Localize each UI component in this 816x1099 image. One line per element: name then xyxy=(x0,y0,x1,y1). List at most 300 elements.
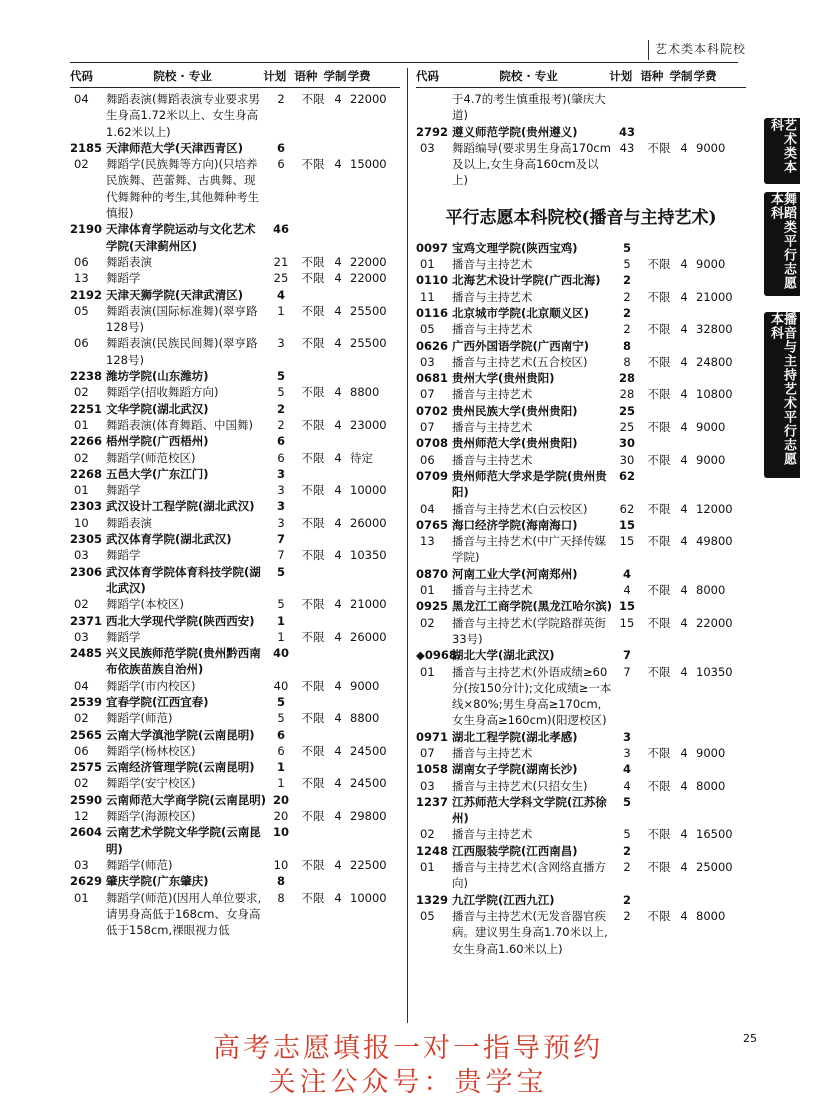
cell-code: 2185 xyxy=(70,140,103,155)
cell-language: 不限 xyxy=(301,857,325,872)
school-row xyxy=(416,517,746,533)
school-row xyxy=(416,305,746,321)
cell-name: 西北大学现代学院(陕西西安) xyxy=(106,613,255,628)
cell-name: 河南工业大学(河南郑州) xyxy=(452,566,578,581)
cell-name: 遵义师范学院(贵州遵义) xyxy=(452,124,578,139)
cell-years: 4 xyxy=(334,271,342,286)
header-fee: 学费 xyxy=(693,69,717,83)
cell-name: 舞蹈学(安宁校区) xyxy=(106,776,196,791)
cell-fee: 23000 xyxy=(350,417,387,432)
cell-code: 0925 xyxy=(416,599,449,614)
major-row xyxy=(416,452,746,468)
cell-language: 不限 xyxy=(301,417,325,432)
cell-language: 不限 xyxy=(301,515,325,530)
school-row xyxy=(70,498,400,514)
header-name: 院校 · 专业 xyxy=(499,69,558,83)
cell-years: 4 xyxy=(680,860,688,875)
cell-code: 1329 xyxy=(416,892,449,907)
school-row xyxy=(416,338,746,354)
cell-plan: 4 xyxy=(622,762,631,777)
cell-name: 播音与主持艺术 xyxy=(452,322,533,337)
cell-years: 4 xyxy=(680,534,688,549)
cell-code: 03 xyxy=(74,857,89,872)
school-row xyxy=(70,287,400,303)
cell-language: 不限 xyxy=(301,711,325,726)
cell-language: 不限 xyxy=(301,743,325,758)
cell-code: 2371 xyxy=(70,613,103,628)
school-row xyxy=(70,221,400,254)
cell-name: 播音与主持艺术(白云校区) xyxy=(452,501,588,516)
school-row xyxy=(70,759,400,775)
cell-years: 4 xyxy=(680,501,688,516)
cell-code: 0681 xyxy=(416,371,449,386)
cell-years: 4 xyxy=(334,417,342,432)
cell-plan: 7 xyxy=(276,532,285,547)
cell-plan: 3 xyxy=(276,499,285,514)
cell-name: 舞蹈学 xyxy=(106,271,141,286)
cell-name: 播音与主持艺术 xyxy=(452,387,533,402)
cell-years: 4 xyxy=(334,92,342,106)
cell-language: 不限 xyxy=(301,809,325,824)
cell-code: 2238 xyxy=(70,369,103,384)
cell-code: 2192 xyxy=(70,287,103,302)
cell-fee: 10000 xyxy=(350,890,387,905)
major-row xyxy=(70,808,400,824)
cell-fee: 8000 xyxy=(696,583,726,598)
cell-fee: 8800 xyxy=(350,711,380,726)
cell-fee: 10350 xyxy=(696,664,733,679)
cell-name: 宜春学院(江西宜春) xyxy=(106,694,209,709)
cell-language: 不限 xyxy=(301,597,325,612)
cell-language: 不限 xyxy=(647,664,671,679)
cell-code: 03 xyxy=(420,354,435,369)
table-header-right xyxy=(416,68,746,88)
cell-code: 03 xyxy=(420,140,435,155)
cell-code: ◆0968 xyxy=(416,648,457,663)
cell-language: 不限 xyxy=(647,615,671,630)
left-column xyxy=(70,68,400,938)
right-table-continued xyxy=(416,91,746,189)
major-row xyxy=(416,419,746,435)
cell-name: 舞蹈学(师范)(因用人单位要求,请男身高低于168cm、女身高低于158cm,裸眼视力低 xyxy=(106,890,262,938)
cell-plan: 2 xyxy=(622,843,631,858)
cell-plan: 1 xyxy=(276,760,285,775)
cell-code: 02 xyxy=(74,776,89,791)
major-row xyxy=(416,386,746,402)
cell-name: 舞蹈学(市内校区) xyxy=(106,678,196,693)
major-row xyxy=(70,629,400,645)
cell-plan: 5 xyxy=(276,369,285,384)
cell-language: 不限 xyxy=(647,289,671,304)
major-row xyxy=(70,710,400,726)
cell-fee: 22000 xyxy=(350,254,387,269)
cell-language: 不限 xyxy=(301,890,325,905)
cell-code: 06 xyxy=(420,452,435,467)
cell-code: 01 xyxy=(74,890,89,905)
running-title: 艺术类本科院校 xyxy=(648,40,746,60)
major-row xyxy=(70,515,400,531)
cell-name: 舞蹈学(杨林校区) xyxy=(106,743,196,758)
cell-years: 4 xyxy=(334,254,342,269)
major-row xyxy=(70,482,400,498)
cell-plan: 2 xyxy=(623,908,631,923)
cell-name: 武汉体育学院(湖北武汉) xyxy=(106,532,232,547)
cell-code: 03 xyxy=(74,629,89,644)
cell-name: 潍坊学院(山东潍坊) xyxy=(106,369,209,384)
cell-fee: 25000 xyxy=(696,860,733,875)
side-tab-art[interactable]: 艺术类本科 xyxy=(764,118,800,184)
cell-code: 02 xyxy=(74,711,89,726)
cell-plan: 5 xyxy=(277,597,285,612)
cell-plan: 4 xyxy=(623,778,631,793)
cell-years: 4 xyxy=(680,778,688,793)
cell-plan: 20 xyxy=(273,809,289,824)
cell-code: 03 xyxy=(420,778,435,793)
right-column xyxy=(416,68,746,957)
major-row xyxy=(416,615,746,648)
cell-name: 五邑大学(广东江门) xyxy=(106,466,209,481)
cell-fee: 9000 xyxy=(696,452,726,467)
cell-years: 4 xyxy=(680,354,688,369)
school-row xyxy=(416,729,746,745)
cell-plan: 3 xyxy=(276,466,285,481)
cell-name: 播音与主持艺术 xyxy=(452,289,533,304)
cell-plan: 1 xyxy=(276,613,285,628)
cell-plan: 7 xyxy=(623,664,631,679)
cell-years: 4 xyxy=(680,908,688,923)
cell-years: 4 xyxy=(334,857,342,872)
cell-name: 播音与主持艺术(中广天择传媒学院) xyxy=(452,534,606,565)
cell-years: 4 xyxy=(334,890,342,905)
cell-language: 不限 xyxy=(647,501,671,516)
cell-fee: 8000 xyxy=(696,908,726,923)
cell-plan: 3 xyxy=(622,729,631,744)
header-code: 代码 xyxy=(70,69,93,83)
cell-language: 不限 xyxy=(301,254,325,269)
major-row xyxy=(70,254,400,270)
cell-name: 舞蹈表演 xyxy=(106,515,152,530)
cell-plan: 30 xyxy=(619,452,635,467)
major-row xyxy=(416,745,746,761)
cell-name: 舞蹈表演(舞蹈表演专业要求男生身高1.72米以上、女生身高1.62米以上) xyxy=(106,92,260,139)
cell-plan: 25 xyxy=(619,420,635,435)
cell-name: 舞蹈编导(要求男生身高170cm及以上,女生身高160cm及以上) xyxy=(452,140,611,188)
cell-years: 4 xyxy=(334,450,342,465)
cell-years: 4 xyxy=(334,743,342,758)
header-plan: 计划 xyxy=(263,69,287,83)
cell-language: 不限 xyxy=(301,92,325,106)
cell-plan: 15 xyxy=(619,615,635,630)
cell-code: 2303 xyxy=(70,499,103,514)
cell-code: 0110 xyxy=(416,273,449,288)
major-row xyxy=(70,596,400,612)
school-row xyxy=(70,433,400,449)
cell-fee: 22500 xyxy=(350,857,387,872)
school-row xyxy=(70,140,400,156)
cell-code: 2251 xyxy=(70,401,103,416)
school-row xyxy=(70,613,400,629)
cell-years: 4 xyxy=(680,745,688,760)
cell-language: 不限 xyxy=(301,303,325,318)
cell-plan: 1 xyxy=(277,629,285,644)
cell-plan: 6 xyxy=(276,140,285,155)
cell-code: 2575 xyxy=(70,760,103,775)
major-row xyxy=(70,270,400,286)
cell-language: 不限 xyxy=(301,629,325,644)
school-row xyxy=(416,272,746,288)
cell-plan: 3 xyxy=(623,745,631,760)
cell-plan: 8 xyxy=(276,874,285,889)
cell-years: 4 xyxy=(680,827,688,842)
cell-years: 4 xyxy=(680,583,688,598)
page-number: 25 xyxy=(743,1032,757,1045)
cell-name: 播音与主持艺术(外语成绩≥60分(按150分计);文化成绩≥一本线×80%;男生身高≥170cm,女生身高≥160cm)(阳逻校区) xyxy=(452,664,612,728)
cell-name: 舞蹈学 xyxy=(106,483,141,498)
cell-name: 播音与主持艺术(含网络直播方向) xyxy=(452,860,606,891)
cell-name: 播音与主持艺术 xyxy=(452,420,533,435)
cell-name: 播音与主持艺术 xyxy=(452,257,533,272)
cell-plan: 4 xyxy=(623,583,631,598)
major-row xyxy=(70,450,400,466)
cell-fee: 24500 xyxy=(350,743,387,758)
cell-years: 4 xyxy=(334,515,342,530)
cell-years: 4 xyxy=(334,678,342,693)
cell-language: 不限 xyxy=(301,157,325,172)
cell-code: 06 xyxy=(74,336,89,351)
cell-code: 11 xyxy=(420,289,435,304)
footer-promo-line2: 关注公众号：贵学宝 xyxy=(268,1067,548,1098)
cell-name: 舞蹈学(招收舞蹈方向) xyxy=(106,385,219,400)
cell-fee: 22000 xyxy=(696,615,733,630)
cell-language xyxy=(642,91,676,124)
cell-plan: 3 xyxy=(277,336,285,351)
cell-plan: 40 xyxy=(272,646,289,661)
cell-years: 4 xyxy=(334,548,342,563)
school-row xyxy=(416,761,746,777)
cell-plan: 6 xyxy=(277,450,285,465)
cell-language: 不限 xyxy=(301,483,325,498)
cell-name: 播音与主持艺术(五合校区) xyxy=(452,354,588,369)
cell-fee: 29800 xyxy=(350,809,387,824)
major-row xyxy=(416,256,746,272)
major-row xyxy=(416,826,746,842)
cell-language: 不限 xyxy=(301,385,325,400)
cell-language: 不限 xyxy=(301,336,325,351)
cell-name: 舞蹈学 xyxy=(106,629,141,644)
cell-fee: 24800 xyxy=(696,354,733,369)
cell-name: 播音与主持艺术 xyxy=(452,583,533,598)
major-row xyxy=(416,354,746,370)
cell-plan: 5 xyxy=(622,240,631,255)
cell-name: 贵州民族大学(贵州贵阳) xyxy=(452,403,578,418)
cell-name: 贵州大学(贵州贵阳) xyxy=(452,371,555,386)
cell-years: 4 xyxy=(680,615,688,630)
cell-language: 不限 xyxy=(647,387,671,402)
cell-code: 0097 xyxy=(416,240,449,255)
cell-fee: 10000 xyxy=(350,483,387,498)
cell-code: 0870 xyxy=(416,566,449,581)
school-row xyxy=(416,647,746,663)
cell-code: 01 xyxy=(420,664,435,679)
cell-years: 4 xyxy=(680,420,688,435)
cell-code: 04 xyxy=(74,678,89,693)
cell-plan: 28 xyxy=(618,371,635,386)
cell-fee: 22000 xyxy=(350,92,387,106)
cell-fee: 15000 xyxy=(350,157,387,172)
cell-plan: 25 xyxy=(273,271,289,286)
cell-plan: 3 xyxy=(277,515,285,530)
cell-code xyxy=(416,91,452,124)
cell-name: 播音与主持艺术(无发音器官疾病。建议男生身高1.70米以上,女生身高1.60米以上) xyxy=(452,908,608,956)
cell-name: 黑龙江工商学院(黑龙江哈尔滨) xyxy=(452,599,613,614)
school-row xyxy=(416,370,746,386)
major-row xyxy=(416,582,746,598)
cell-plan: 10 xyxy=(273,857,289,872)
cell-name: 云南艺术学院文华学院(云南昆明) xyxy=(106,825,261,856)
header-years: 学制 xyxy=(323,69,347,83)
school-row xyxy=(416,124,746,140)
cell-plan: 20 xyxy=(272,792,289,807)
major-row xyxy=(70,417,400,433)
cell-name: 舞蹈学(师范) xyxy=(106,857,173,872)
major-row xyxy=(416,908,746,957)
school-row xyxy=(70,824,400,857)
cell-fee: 12000 xyxy=(696,501,733,516)
cell-code: 2792 xyxy=(416,124,449,139)
cell-years: 4 xyxy=(334,303,342,318)
footer-promo-line1: 高考志愿填报一对一指导预约 xyxy=(213,1033,603,1064)
cell-name: 兴义民族师范学院(贵州黔西南布依族苗族自治州) xyxy=(106,646,261,677)
cell-years: 4 xyxy=(680,289,688,304)
cell-code: 05 xyxy=(420,908,435,923)
cell-plan: 2 xyxy=(277,92,285,106)
cell-name: 舞蹈学(海源校区) xyxy=(106,809,196,824)
cell-code: 0708 xyxy=(416,436,449,451)
cell-name: 湖北大学(湖北武汉) xyxy=(452,648,555,663)
cell-language: 不限 xyxy=(301,271,325,286)
cell-years: 4 xyxy=(334,776,342,791)
cell-name: 宝鸡文理学院(陕西宝鸡) xyxy=(452,240,578,255)
cell-name: 贵州师范大学求是学院(贵州贵阳) xyxy=(452,468,607,500)
cell-name: 梧州学院(广西梧州) xyxy=(106,434,209,449)
cell-fee: 49800 xyxy=(696,534,733,549)
major-row xyxy=(70,743,400,759)
cell-code: 2268 xyxy=(70,466,103,481)
cell-name: 舞蹈表演 xyxy=(106,254,152,269)
major-row xyxy=(70,335,400,368)
cell-plan: 5 xyxy=(276,564,285,579)
cell-code: 1248 xyxy=(416,843,449,858)
cell-name: 肇庆学院(广东肇庆) xyxy=(106,874,209,889)
cell-language: 不限 xyxy=(647,745,671,760)
cell-years: 4 xyxy=(334,597,342,612)
major-row xyxy=(70,303,400,336)
major-row xyxy=(70,91,400,140)
cell-language: 不限 xyxy=(647,778,671,793)
cell-code: 05 xyxy=(74,303,89,318)
cell-code: 06 xyxy=(74,743,89,758)
cell-code: 05 xyxy=(420,322,435,337)
header-plan: 计划 xyxy=(609,69,633,83)
cell-code: 01 xyxy=(420,257,435,272)
cell-fee: 21000 xyxy=(350,597,387,612)
cell-code: 1058 xyxy=(416,762,449,777)
cell-code: 2266 xyxy=(70,434,103,449)
cell-plan: 15 xyxy=(618,517,635,532)
cell-fee: 10350 xyxy=(350,548,387,563)
cell-code: 2485 xyxy=(70,646,103,661)
school-row xyxy=(70,694,400,710)
cell-language: 不限 xyxy=(647,908,671,923)
cell-fee: 16500 xyxy=(696,827,733,842)
cell-name: 武汉设计工程学院(湖北武汉) xyxy=(106,499,255,514)
cell-plan: 5 xyxy=(277,711,285,726)
cell-language: 不限 xyxy=(301,776,325,791)
cell-name: 舞蹈学(民族舞等方向)(只培养民族舞、芭蕾舞、古典舞、现代舞舞种的考生,其他舞种考生慎报) xyxy=(106,157,260,221)
cell-code: 2604 xyxy=(70,825,103,840)
cell-fee: 8000 xyxy=(696,778,726,793)
major-row xyxy=(416,501,746,517)
cell-name: 天津师范大学(天津西青区) xyxy=(106,140,244,155)
cell-name: 播音与主持艺术 xyxy=(452,745,533,760)
cell-name: 江西服装学院(江西南昌) xyxy=(452,843,578,858)
school-row xyxy=(70,531,400,547)
major-row xyxy=(416,533,746,566)
cell-name: 云南经济管理学院(云南昆明) xyxy=(106,760,255,775)
cell-name: 云南师范大学商学院(云南昆明) xyxy=(106,792,267,807)
header-language: 语种 xyxy=(640,69,664,83)
major-row xyxy=(416,664,746,729)
cell-code: 2590 xyxy=(70,792,103,807)
school-row xyxy=(70,368,400,384)
cell-name: 江苏师范大学科文学院(江苏徐州) xyxy=(452,794,607,826)
cell-code: 02 xyxy=(420,615,435,630)
cell-name: 于4.7的考生慎重报考)(肇庆大道) xyxy=(452,92,606,123)
cell-code: 10 xyxy=(74,515,89,530)
side-tab-broadcast[interactable]: 播音与主持艺术平行志愿本科 xyxy=(764,312,800,478)
header-name: 院校 · 专业 xyxy=(153,69,212,83)
school-row xyxy=(70,466,400,482)
cell-years: 4 xyxy=(334,157,342,172)
cell-code: 2306 xyxy=(70,564,103,579)
cell-language: 不限 xyxy=(301,548,325,563)
cell-name: 武汉体育学院体育科技学院(湖北武汉) xyxy=(106,564,261,595)
cell-plan: 7 xyxy=(277,548,285,563)
cell-name: 播音与主持艺术(学院路群英街33号) xyxy=(452,615,606,646)
cell-name: 湖南女子学院(湖南长沙) xyxy=(452,762,578,777)
cell-plan: 4 xyxy=(622,566,631,581)
cell-plan: 5 xyxy=(623,257,631,272)
header-fee: 学费 xyxy=(347,69,371,83)
cell-code: 0709 xyxy=(416,468,449,483)
cell-plan: 5 xyxy=(623,827,631,842)
cell-name: 舞蹈学 xyxy=(106,548,141,563)
cell-years: 4 xyxy=(680,322,688,337)
cell-fee: 21000 xyxy=(696,289,733,304)
cell-code: 01 xyxy=(74,483,89,498)
cell-plan: 62 xyxy=(618,468,635,483)
school-row xyxy=(416,403,746,419)
major-row xyxy=(70,775,400,791)
cell-plan: 40 xyxy=(273,678,289,693)
side-tab-dance[interactable]: 舞蹈类平行志愿本科 xyxy=(764,192,800,296)
table-header-left xyxy=(70,68,400,88)
cell-plan: 6 xyxy=(276,727,285,742)
cell-code: 2629 xyxy=(70,874,103,889)
major-row xyxy=(70,857,400,873)
cell-years: 4 xyxy=(334,483,342,498)
cell-language: 不限 xyxy=(301,450,325,465)
